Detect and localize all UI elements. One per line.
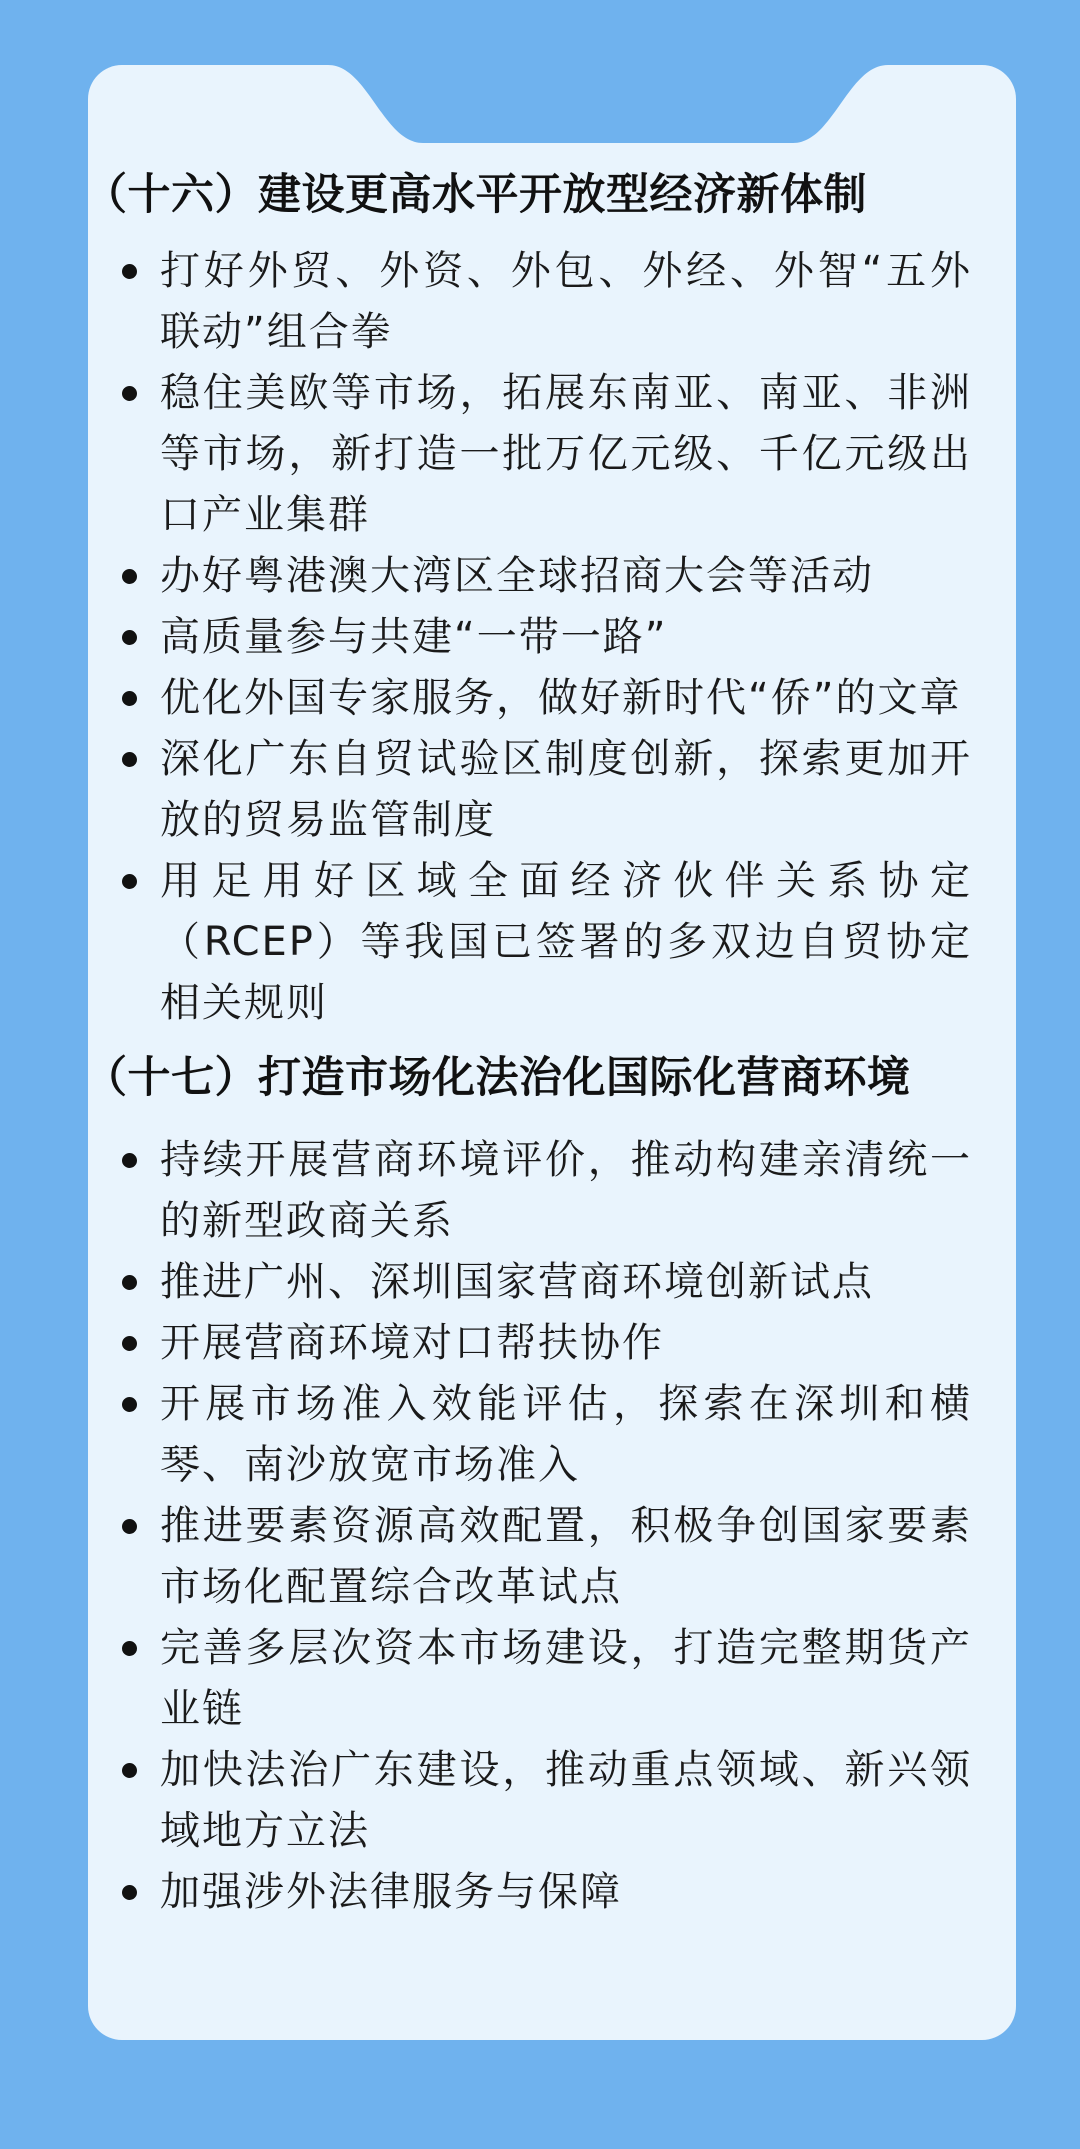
list-item [90,1496,972,1618]
bullet-dot-icon [122,630,137,645]
list-item-text: 开展营商环境对口帮扶协作 [160,1320,664,1366]
list-item [90,1618,972,1740]
bullet-dot-icon [122,1519,137,1534]
content-card [84,65,1016,2040]
bullet-dot-icon [122,752,137,767]
list-item-text: 优化外国专家服务，做好新时代“侨”的文章 [160,675,962,721]
bullet-dot-icon [122,569,137,584]
bullet-dot-icon [122,874,137,889]
list-item [90,363,972,546]
list-item-text: 深化广东自贸试验区制度创新，探索更加开放的贸易监管制度 [160,736,972,843]
list-item [90,729,972,851]
list-item-text: 稳住美欧等市场，拓展东南亚、南亚、非洲等市场，新打造一批万亿元级、千亿元级出口产业集群 [160,370,972,538]
list-item [90,1374,972,1496]
list-item [90,851,972,1034]
list-item [90,1252,972,1313]
list-item-text: 持续开展营商环境评价，推动构建亲清统一的新型政商关系 [160,1137,972,1244]
section-17 [84,1048,972,1923]
list-item-text: 推进要素资源高效配置，积极争创国家要素市场化配置综合改革试点 [160,1503,972,1610]
content [84,65,1016,1923]
list-item-text: 打好外贸、外资、外包、外经、外智“五外联动”组合拳 [160,248,972,355]
list-item [90,241,972,363]
bullet-list [90,1130,972,1923]
list-item-text: 加快法治广东建设，推动重点领域、新兴领域地方立法 [160,1747,972,1854]
bullet-dot-icon [122,1336,137,1351]
list-item-text: 高质量参与共建“一带一路” [160,614,668,660]
list-item [90,1313,972,1374]
section-title: （十六）建设更高水平开放型经济新体制 [84,170,867,220]
list-item [90,668,972,729]
list-item [90,1740,972,1862]
list-item-text: 用足用好区域全面经济伙伴关系协定（RCEP）等我国已签署的多双边自贸协定相关规则 [160,858,972,1026]
list-item [90,1862,972,1923]
list-item [90,1130,972,1252]
bullet-dot-icon [122,1153,137,1168]
section-title: （十七）打造市场化法治化国际化营商环境 [84,1053,911,1103]
bullet-list [90,241,972,1034]
list-item-text: 加强涉外法律服务与保障 [160,1869,622,1915]
bullet-dot-icon [122,1275,137,1290]
list-item [90,607,972,668]
list-item [90,546,972,607]
list-item-text: 开展市场准入效能评估，探索在深圳和横琴、南沙放宽市场准入 [160,1381,972,1488]
bullet-dot-icon [122,1641,137,1656]
list-item-text: 完善多层次资本市场建设，打造完整期货产业链 [160,1625,972,1732]
bullet-dot-icon [122,264,137,279]
bullet-dot-icon [122,1397,137,1412]
list-item-text: 办好粤港澳大湾区全球招商大会等活动 [160,553,874,599]
bullet-dot-icon [122,691,137,706]
bullet-dot-icon [122,386,137,401]
bullet-dot-icon [122,1763,137,1778]
list-item-text: 推进广州、深圳国家营商环境创新试点 [160,1259,874,1305]
bullet-dot-icon [122,1885,137,1900]
section-16 [84,165,972,1034]
